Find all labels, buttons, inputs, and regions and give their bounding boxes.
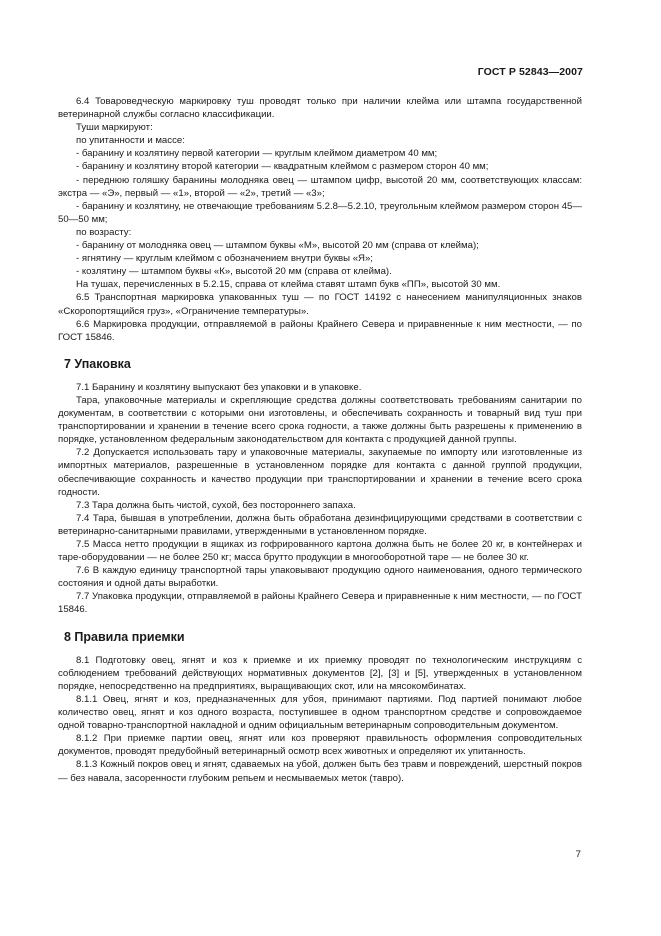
paragraph-7-1: 7.1 Баранину и козлятину выпускают без упаковки и в упаковке. [76, 381, 362, 393]
list-item: - баранину и козлятину, не отвечающие требованиям 5.2.8—5.2.10, треугольным клеймом размером сторон 45—50—50 мм; [58, 200, 582, 225]
paragraph-7-2: 7.2 Допускается использовать тару и упаковочные материалы, закупаемые по импорту или изготовленные из импортных материалов, разрешенные в установленном порядке для контакта с данной группой продукции, обеспечивающие сохранность и качество продукции при транспортировании и хранении в течение всего срока годности. [58, 447, 582, 498]
paragraph-7-6: 7.6 В каждую единицу транспортной тары упаковывают продукцию одного наименования, одного термического состояния и одной даты выработки. [58, 565, 582, 590]
paragraph-8-1-2: 8.1.2 При приемке партии овец, ягнят или коз проверяют правильность оформления сопроводительных документов, проводят предубойный ветеринарный осмотр всех животных и определяют их упитанность. [58, 733, 582, 758]
page-body [58, 95, 582, 785]
list-item: - переднюю голяшку баранины молодняка овец — штампом цифр, высотой 20 мм, соответствующих классам: экстра — «Э», первый — «1», второй — «2», третий — «3»; [58, 174, 582, 199]
paragraph-7-1-packaging: Тара, упаковочные материалы и скрепляющие средства должны соответствовать требованиям санитарии по документам, в соответствии с которыми они изготовлены, и обеспечивать сохранность и товарный вид туш при транспортировании и хранении в течение всего срока годности, а также должны быть разрешены к применению в порядке, установленном федеральным законодательством для контакта с продукцией данной группы. [58, 394, 582, 446]
paragraph-7-7: 7.7 Упаковка продукции, отправляемой в районы Крайнего Севера и приравненные к ним местности, — по ГОСТ 15846. [58, 591, 582, 616]
paragraph-7-3: 7.3 Тара должна быть чистой, сухой, без постороннего запаха. [76, 499, 356, 511]
list-item: - баранину и козлятину первой категории — круглым клеймом диаметром 40 мм; [76, 148, 438, 160]
list-item: - козлятину — штампом буквы «К», высотой 20 мм (справа от клейма). [76, 266, 392, 278]
paragraph-8-1: 8.1 Подготовку овец, ягнят и коз к приемке и их приемку проводят по технологическим инструкциям с соблюдением требований действующих нормативных документов [2], [3] и [5], утвержденных в установленном порядке, непосредственно на предприятиях, выращивающих скот, или на мясокомбинатах. [58, 654, 582, 692]
paragraph-7-5: 7.5 Масса нетто продукции в ящиках из гофрированного картона должна быть не более 20 кг, в контейнерах и таре-оборудовании — не более 250 кг; масса брутто продукции в многооборотной таре — не более 30 кг. [58, 539, 582, 564]
carcass-marking-intro: Туши маркируют: [76, 122, 153, 134]
by-fatness-label: по упитанности и массе: [76, 135, 185, 147]
standard-header: ГОСТ Р 52843—2007 [477, 66, 583, 78]
list-item: - баранину и козлятину второй категории — квадратным клеймом с размером сторон 40 мм; [76, 161, 489, 173]
pp-stamp-note: На тушах, перечисленных в 5.2.15, справа от клейма ставят штамп букв «ПП», высотой 30 мм. [76, 279, 501, 291]
paragraph-6-6: 6.6 Маркировка продукции, отправляемой в районы Крайнего Севера и приравненные к ним местности, — по ГОСТ 15846. [58, 318, 582, 343]
paragraph-8-1-1: 8.1.1 Овец, ягнят и коз, предназначенных для убоя, принимают партиями. Под партией понимают любое количество овец, ягнят и коз одного возраста, поступившее в одном транспортном средстве и сопровождаемое одной товарно-транспортной накладной и одним официальным ветеринарным сопроводительным документом. [58, 693, 582, 732]
section-7-title: 7 Упаковка [64, 356, 131, 371]
list-item: - ягнятину — круглым клеймом с обозначением внутри буквы «Я»; [76, 253, 373, 265]
paragraph-6-4: 6.4 Товароведческую маркировку туш проводят только при наличии клейма или штампа государственной ветеринарной службы согласно классификации. [58, 96, 582, 121]
list-item: - баранину от молодняка овец — штампом буквы «М», высотой 20 мм (справа от клейма); [76, 240, 479, 252]
section-8-title: 8 Правила приемки [64, 629, 185, 644]
paragraph-6-5: 6.5 Транспортная маркировка упакованных туш — по ГОСТ 14192 с нанесением манипуляционных знаков «Скоропортящийся груз», «Ограничение температуры». [58, 292, 582, 317]
page-number: 7 [575, 849, 581, 860]
paragraph-7-4: 7.4 Тара, бывшая в употреблении, должна быть обработана дезинфицирующими средствами в соответствии с ветеринарно-санитарными правилами, утвержденными в установленном порядке. [58, 512, 582, 537]
paragraph-8-1-3: 8.1.3 Кожный покров овец и ягнят, сдаваемых на убой, должен быть без травм и повреждений, шерстный покров — без навала, засоренности глубоким репьем и несмываемых меток (тавро). [58, 759, 582, 784]
by-age-label: по возрасту: [76, 226, 132, 238]
